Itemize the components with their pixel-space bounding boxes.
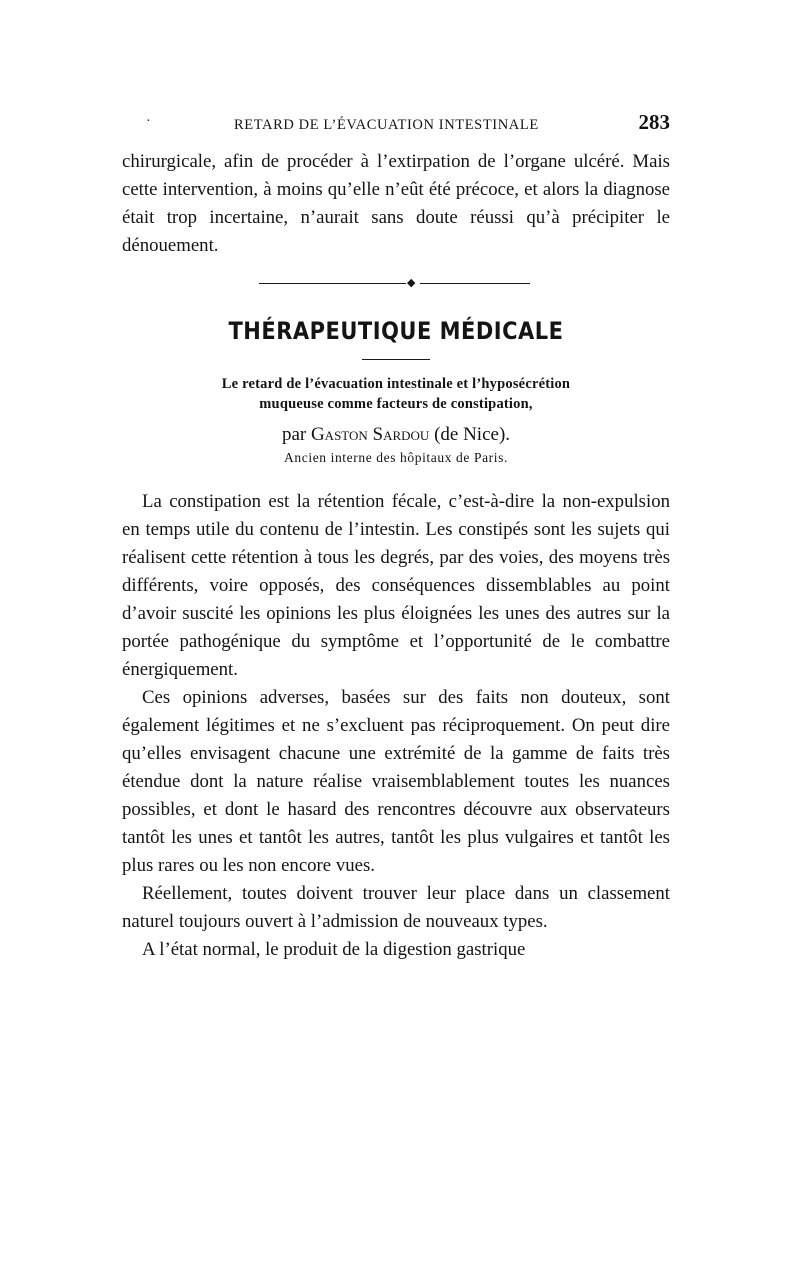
article-title-line-1: Le retard de l’évacuation intestinale et l’hyposécrétion (221, 376, 571, 392)
author-prefix: par (281, 424, 307, 445)
body-paragraph-3: Réellement, toutes doivent trouver leur place dans un classement naturel toujours ouvert à l’admission de nouveaux types. (122, 883, 670, 932)
opening-paragraph: chirurgicale, afin de procéder à l’extirpation de l’organe ulcéré. Mais cette intervention, à moins qu’elle n’eût été précoce, et alors la diagnose était trop incertaine, n’aurait sans doute réussi qu’à précipiter le dénouement. (122, 151, 670, 256)
divider-line-left (259, 283, 406, 284)
book-page (122, 108, 670, 964)
page-number: 283 (638, 110, 670, 134)
running-head (122, 108, 670, 138)
article-title-line-2: muqueuse comme facteurs de constipation, (259, 396, 533, 412)
article-title (122, 374, 670, 414)
body-paragraph-4: A l’état normal, le produit de la digestion gastrique (142, 939, 526, 960)
running-head-dot: · (146, 114, 152, 129)
section-divider (122, 273, 670, 295)
section-title: THÉRAPEUTIQUE MÉDICALE (228, 317, 564, 345)
author-name: Gaston Sardou (310, 424, 430, 445)
body-paragraph-2: Ces opinions adverses, basées sur des faits non douteux, sont également légitimes et ne s’excluent pas réciproquement. On peut dire qu’elles envisagent chacune une extrémité de la gamme de faits très étendue dont la nature réalise vraisemblablement toutes les nuances possibles, et dont le hasard des rencontres découvre aux observateurs tantôt les unes et tantôt les autres, tantôt les plus vulgaires et tantôt les plus rares ou les non encore vues. (122, 687, 670, 876)
diamond-ornament-icon: ◆ (407, 277, 416, 289)
author-affiliation: Ancien interne des hôpitaux de Paris. (284, 450, 508, 465)
author-place: (de Nice). (434, 424, 511, 445)
title-rule (362, 359, 430, 360)
author-line (122, 422, 670, 448)
body-paragraph-1: La constipation est la rétention fécale, c’est-à-dire la non-expulsion en temps utile du contenu de l’intestin. Les constipés sont les sujets qui réalisent cette rétention à tous les degrés, par des voies, des moyens très différents, voire opposés, des conséquences dissemblables au point d’avoir suscité les opinions les plus éloignées les unes des autres sur la portée pathogénique du symptôme et l’opportunité de le combattre énergiquement. (122, 491, 670, 680)
article-body (122, 488, 670, 964)
running-head-title: RETARD DE L’ÉVACUATION INTESTINALE (234, 117, 539, 133)
divider-line-right (420, 283, 530, 284)
